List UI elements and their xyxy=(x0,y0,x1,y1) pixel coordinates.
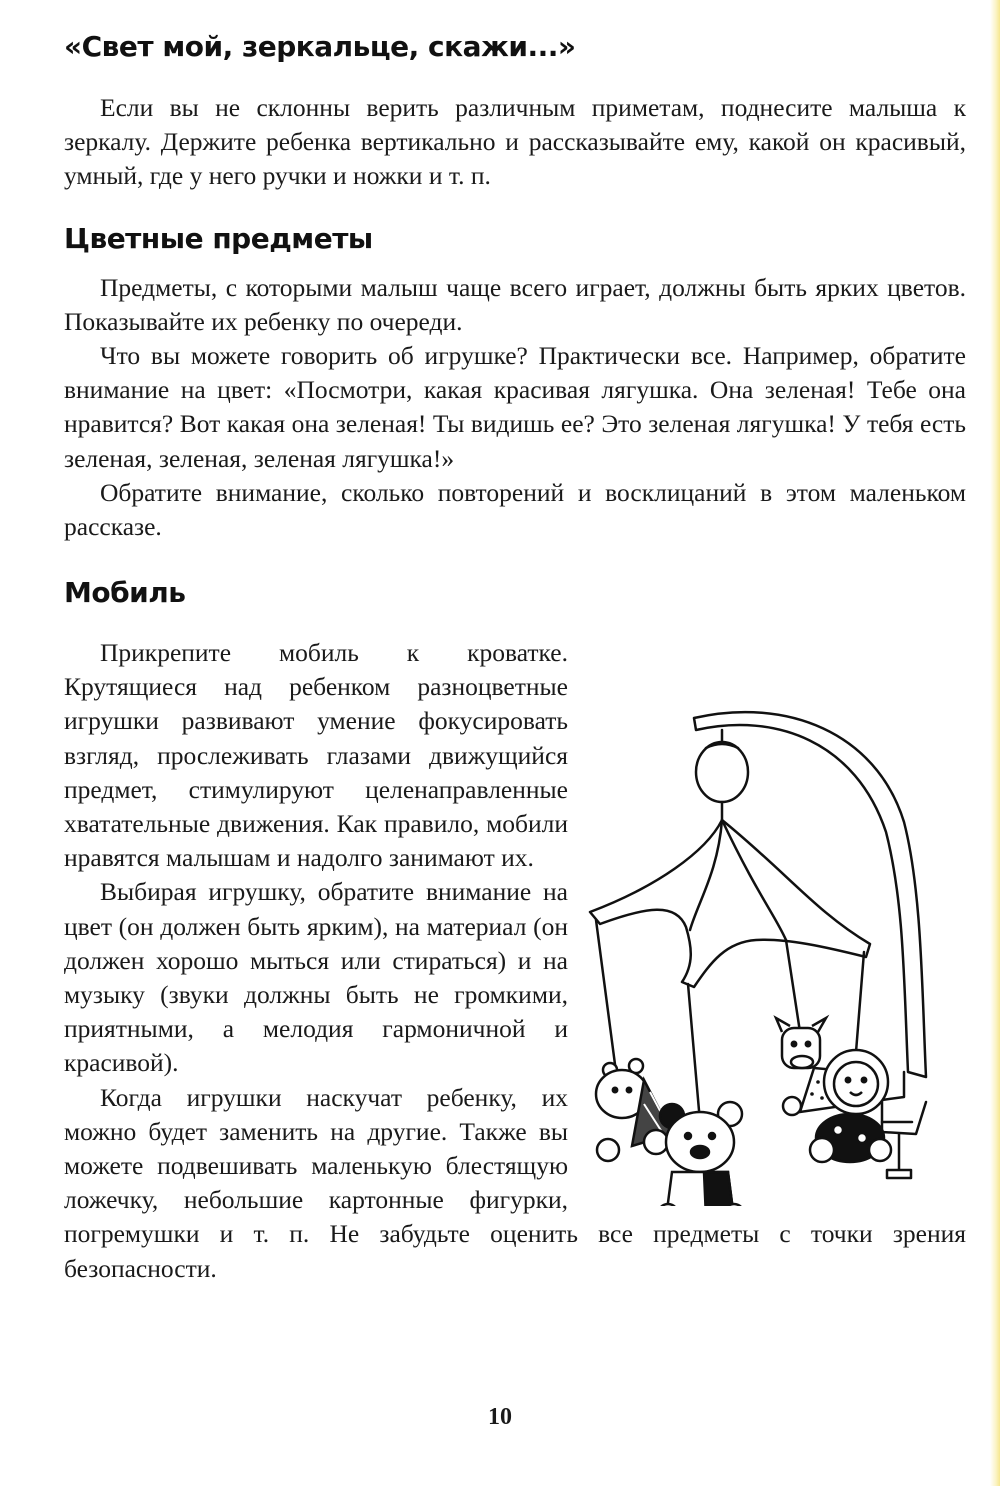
paragraph-mobile-2: Выбирая игрушку, обратите внимание на цвет (он должен быть ярким), на материал (он должен хорошо мыться или стираться) и на музыку (звуки должны быть не громкими, приятными, а мелодия гармоничной и красивой). xyxy=(64,877,568,1078)
paragraph-mobile-1: Прикрепите мобиль к кроватке. Крутящиеся над ребенком разноцветные игрушки развивают умение фокусировать взгляд, прослеживать глазами движущийся предмет, стимулируют целенаправленные хватательные движения. Как правило, мобили нравятся малышам и надолго занимают их. xyxy=(64,638,568,873)
page-number: 10 xyxy=(488,1404,512,1430)
paragraph-colored-3: Обратите внимание, сколько повторений и восклицаний в этом маленьком рассказе. xyxy=(64,478,966,542)
heading-mirror: «Свет мой, зеркальце, скажи...» xyxy=(64,30,576,63)
heading-mobile: Мобиль xyxy=(64,576,186,609)
paragraph-colored-1: Предметы, с которыми малыш чаще всего играет, должны быть ярких цветов. Показывайте их ребенку по очереди. xyxy=(64,273,966,337)
paragraph-mirror: Если вы не склонны верить различным приметам, поднесите малыша к зеркалу. Держите ребенка вертикально и рассказывайте ему, какой он красивый, умный, где у него ручки и ножки и т. п. xyxy=(64,93,966,191)
paragraph-colored-2: Что вы можете говорить об игрушке? Практически все. Например, обратите внимание на цвет: «Посмотри, какая красивая лягушка. Она зеленая! Тебе она нравится? Вот какая она зеленая! Ты видишь ее? Это зеленая лягушка! У тебя есть зеленая, зеленая, зеленая лягушка!» xyxy=(64,341,966,473)
page-edge xyxy=(990,0,1000,1486)
mobile-text-block xyxy=(64,636,966,1286)
paragraph-mobile-3: Когда игрушки наскучат ребенку, их можно будет заменить на другие. Также вы можете подвешивать маленькую блестящую ложечку, небольшие картонные фигурки, погремушки и т. п. Не забудьте оценить все предметы с точки зрения безопасности. xyxy=(64,1082,966,1283)
heading-colored-objects: Цветные предметы xyxy=(64,222,373,255)
crib-mobile-illustration xyxy=(586,702,966,1206)
